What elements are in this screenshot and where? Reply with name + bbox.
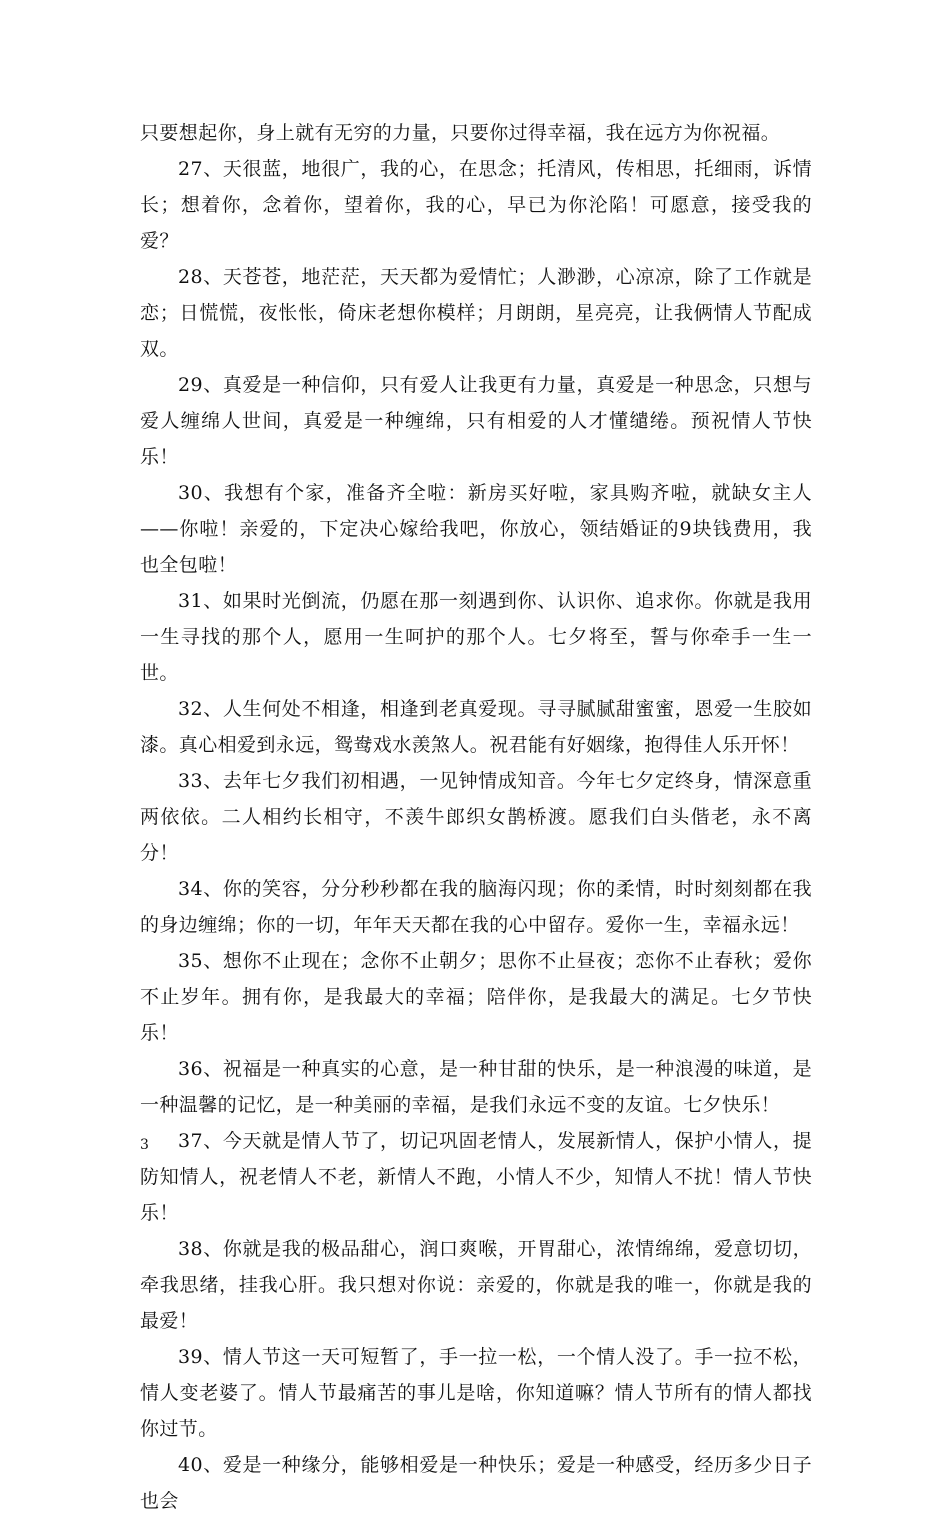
paragraph-35: 35、想你不止现在；念你不止朝夕；思你不止昼夜；恋你不止春秋；爱你不止岁年。拥有你，是我最大的幸福；陪伴你，是我最大的满足。七夕节快乐！ [140, 950, 812, 1044]
body-text [140, 115, 812, 1519]
paragraph-39: 39、情人节这一天可短暂了，手一拉一松，一个情人没了。手一拉不松，情人变老婆了。情人节最痛苦的事儿是啥，你知道嘛？情人节所有的情人都找你过节。 [140, 1346, 812, 1440]
paragraph-36: 36、祝福是一种真实的心意，是一种甘甜的快乐，是一种浪漫的味道，是一种温馨的记忆，是一种美丽的幸福，是我们永远不变的友谊。七夕快乐！ [140, 1058, 812, 1116]
paragraph-37: 37、今天就是情人节了，切记巩固老情人，发展新情人，保护小情人，提防知情人，祝老情人不老，新情人不跑，小情人不少，知情人不扰！情人节快乐！ [140, 1130, 812, 1224]
paragraph-38: 38、你就是我的极品甜心，润口爽喉，开胃甜心，浓情绵绵，爱意切切，牵我思绪，挂我心肝。我只想对你说：亲爱的，你就是我的唯一，你就是我的最爱！ [140, 1238, 812, 1332]
paragraph-30: 30、我想有个家，准备齐全啦：新房买好啦，家具购齐啦，就缺女主人——你啦！亲爱的，下定决心嫁给我吧，你放心，领结婚证的9块钱费用，我也全包啦！ [140, 482, 812, 576]
paragraph-33: 33、去年七夕我们初相遇，一见钟情成知音。今年七夕定终身，情深意重两依依。二人相约长相守，不羡牛郎织女鹊桥渡。愿我们白头偕老，永不离分！ [140, 770, 812, 864]
paragraph-34: 34、你的笑容，分分秒秒都在我的脑海闪现；你的柔情，时时刻刻都在我的身边缠绵；你的一切，年年天天都在我的心中留存。爱你一生，幸福永远！ [140, 878, 812, 936]
paragraph-40: 40、爱是一种缘分，能够相爱是一种快乐；爱是一种感受，经历多少日子也会 [140, 1454, 812, 1512]
paragraph-31: 31、如果时光倒流，仍愿在那一刻遇到你、认识你、追求你。你就是我用一生寻找的那个人，愿用一生呵护的那个人。七夕将至，誓与你牵手一生一世。 [140, 590, 812, 684]
paragraph-32: 32、人生何处不相逢，相逢到老真爱现。寻寻腻腻甜蜜蜜，恩爱一生胶如漆。真心相爱到永远，鸳鸯戏水羡煞人。祝君能有好姻缘，抱得佳人乐开怀！ [140, 698, 812, 756]
paragraph-29: 29、真爱是一种信仰，只有爱人让我更有力量，真爱是一种思念，只想与爱人缠绵人世间，真爱是一种缠绵，只有相爱的人才懂缱绻。预祝情人节快乐！ [140, 374, 812, 468]
page-number: 3 [140, 1137, 149, 1153]
paragraph-28: 28、天苍苍，地茫茫，天天都为爱情忙；人渺渺，心凉凉，除了工作就是恋；日慌慌，夜怅怅，倚床老想你模样；月朗朗，星亮亮，让我俩情人节配成双。 [140, 266, 812, 360]
paragraph-27: 27、天很蓝，地很广，我的心，在思念；托清风，传相思，托细雨，诉情长；想着你，念着你，望着你，我的心，早已为你沦陷！可愿意，接受我的爱？ [140, 158, 812, 252]
paragraph-continuation: 只要想起你，身上就有无穷的力量，只要你过得幸福，我在远方为你祝福。 [140, 122, 781, 144]
